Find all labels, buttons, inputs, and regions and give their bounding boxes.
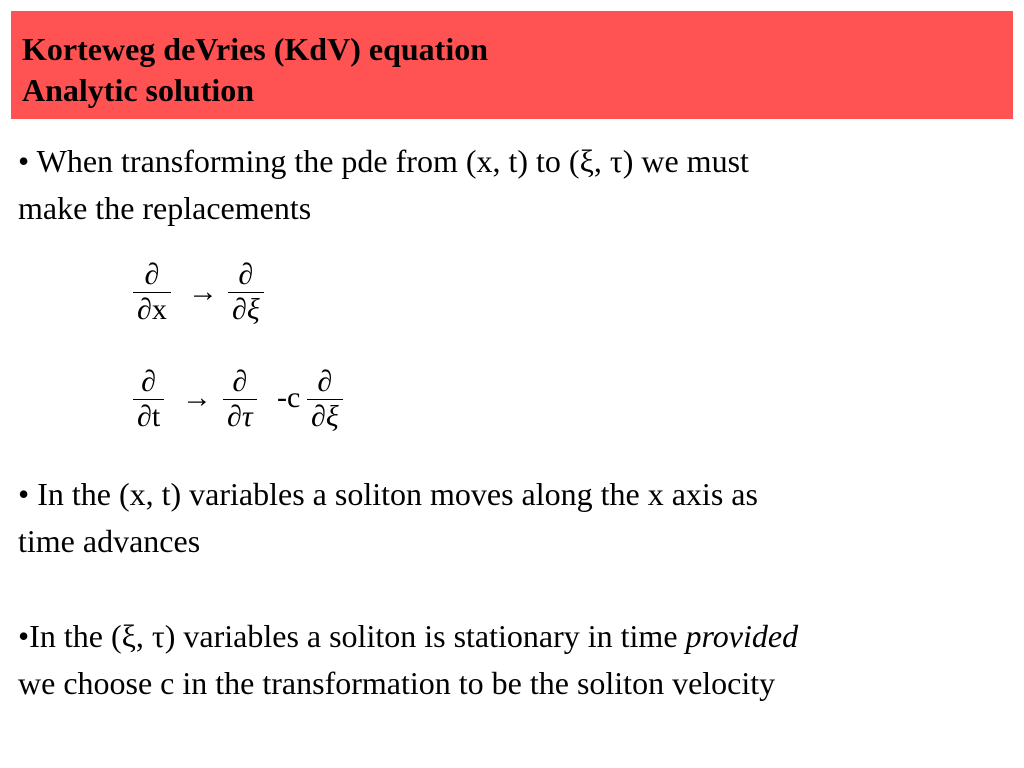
- eq2-xi-numerator: ∂: [317, 365, 333, 398]
- bullet-2-line1: • In the (x, t) variables a soliton moves along the x axis as: [18, 476, 758, 512]
- eq2-lhs-numerator: ∂: [141, 365, 156, 398]
- eq1-rhs-numerator: ∂: [238, 258, 254, 291]
- bullet-1: [18, 138, 1008, 232]
- bullet-2: [18, 471, 1008, 565]
- eq1-lhs-numerator: ∂: [144, 258, 160, 291]
- bullet-2-line2: time advances: [18, 523, 201, 559]
- slide-title-line2: Analytic solution: [22, 72, 255, 108]
- bullet-1-line2: make the replacements: [18, 190, 312, 226]
- eq2-arrow: →: [182, 381, 212, 414]
- eq2-xi-denominator: ∂ξ: [311, 400, 339, 433]
- eq2-tau-numerator: ∂: [232, 365, 248, 398]
- eq1-rhs-denominator: ∂ξ: [232, 293, 260, 326]
- slide-title-line1: Korteweg deVries (KdV) equation: [22, 31, 488, 67]
- bullet-3-emphasis: provided: [685, 618, 799, 654]
- title-bar: [11, 11, 1013, 119]
- eq2-lhs-denominator: ∂t: [137, 400, 161, 433]
- bullet-1-line1: • When transforming the pde from (x, t) to (ξ, τ) we must: [18, 143, 749, 179]
- bullet-3-line2: we choose c in the transformation to be the soliton velocity: [18, 665, 776, 701]
- eq1-lhs-denominator: ∂x: [137, 293, 167, 326]
- eq1-rhs-fraction: [228, 258, 264, 327]
- eq2-xi-fraction: [307, 365, 343, 434]
- eq2-minus-c: -c: [277, 381, 301, 414]
- eq2-lhs-fraction: [133, 365, 164, 434]
- eq2-tau-denominator: ∂τ: [227, 400, 253, 433]
- eq1-lhs-fraction: [133, 258, 171, 327]
- bullet-3: [18, 613, 1008, 707]
- bullet-3-line1: •In the (ξ, τ) variables a soliton is stationary in time provided: [18, 618, 799, 654]
- eq2-tau-fraction: [223, 365, 257, 434]
- eq1-arrow: →: [188, 275, 218, 308]
